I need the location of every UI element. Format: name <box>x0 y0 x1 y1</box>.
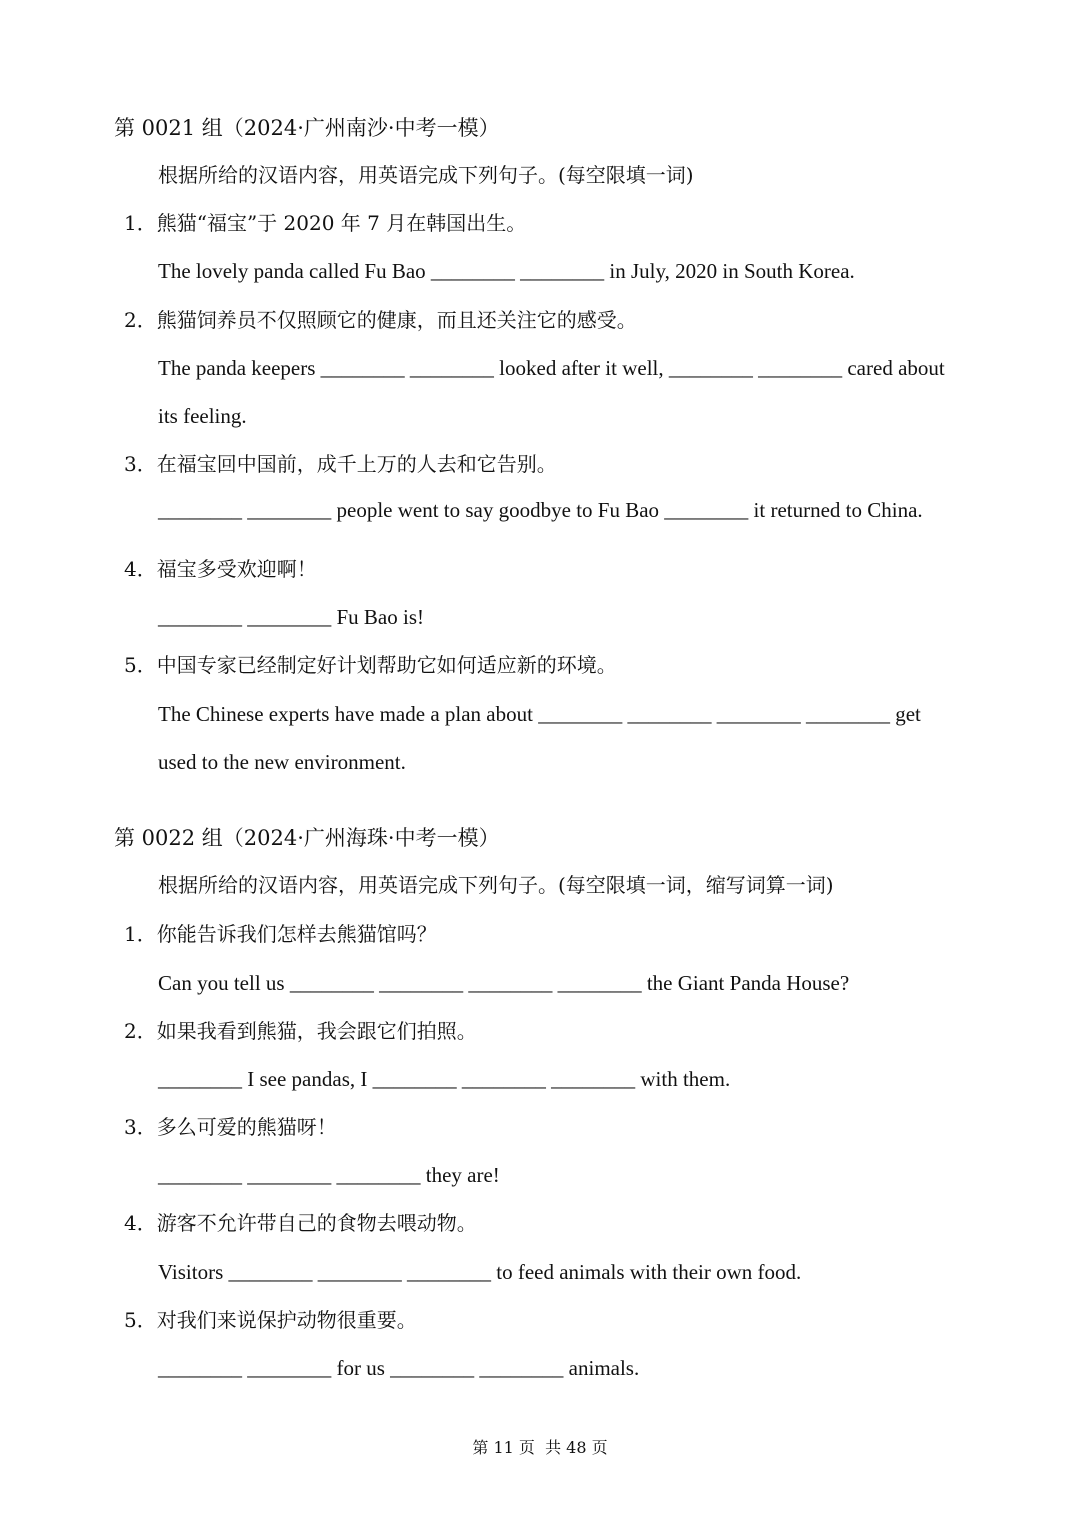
question-zh: 1．熊猫“福宝”于 2020 年 7 月在韩国出生。 <box>124 211 527 235</box>
question-en: The panda keepers ________ ________ looked after it well, ________ ________ cared about <box>158 356 945 380</box>
question-en: ________ ________ Fu Bao is! <box>158 605 425 629</box>
question-en: Can you tell us ________ ________ ________ ________ the Giant Panda House? <box>158 971 850 995</box>
question-en: ________ I see pandas, I ________ ________ ________ with them. <box>158 1067 731 1091</box>
question-zh: 2．熊猫饲养员不仅照顾它的健康，而且还关注它的感受。 <box>124 308 637 332</box>
question-en: ________ ________ for us ________ ________ animals. <box>158 1356 640 1380</box>
question-en-continued: used to the new environment. <box>158 750 406 774</box>
question-zh: 5．对我们来说保护动物很重要。 <box>124 1308 417 1332</box>
question-en: ________ ________ ________ they are! <box>158 1163 500 1187</box>
question-zh: 3．多么可爱的熊猫呀！ <box>124 1115 337 1139</box>
page-number-footer: 第 11 页 共 48 页 <box>472 1438 608 1457</box>
question-zh: 5．中国专家已经制定好计划帮助它如何适应新的环境。 <box>124 653 617 677</box>
group-instruction: 根据所给的汉语内容，用英语完成下列句子。(每空限填一词) <box>158 163 694 187</box>
group-instruction: 根据所给的汉语内容，用英语完成下列句子。(每空限填一词，缩写词算一词) <box>158 873 834 897</box>
group-heading: 第 0021 组（2024·广州南沙·中考一模） <box>114 116 500 140</box>
question-zh: 4．福宝多受欢迎啊！ <box>124 557 317 581</box>
question-zh: 1．你能告诉我们怎样去熊猫馆吗？ <box>124 922 437 946</box>
question-zh: 3．在福宝回中国前，成千上万的人去和它告别。 <box>124 452 557 476</box>
group-heading: 第 0022 组（2024·广州海珠·中考一模） <box>114 826 500 850</box>
question-zh: 4．游客不允许带自己的食物去喂动物。 <box>124 1211 477 1235</box>
question-en: The Chinese experts have made a plan about ________ ________ ________ ________ get <box>158 702 921 726</box>
question-en: The lovely panda called Fu Bao ________ ________ in July, 2020 in South Korea. <box>158 259 855 283</box>
question-zh: 2．如果我看到熊猫，我会跟它们拍照。 <box>124 1019 477 1043</box>
question-en: ________ ________ people went to say goodbye to Fu Bao ________ it returned to China. <box>158 498 923 522</box>
question-en-continued: its feeling. <box>158 404 247 428</box>
question-en: Visitors ________ ________ ________ to feed animals with their own food. <box>158 1260 802 1284</box>
